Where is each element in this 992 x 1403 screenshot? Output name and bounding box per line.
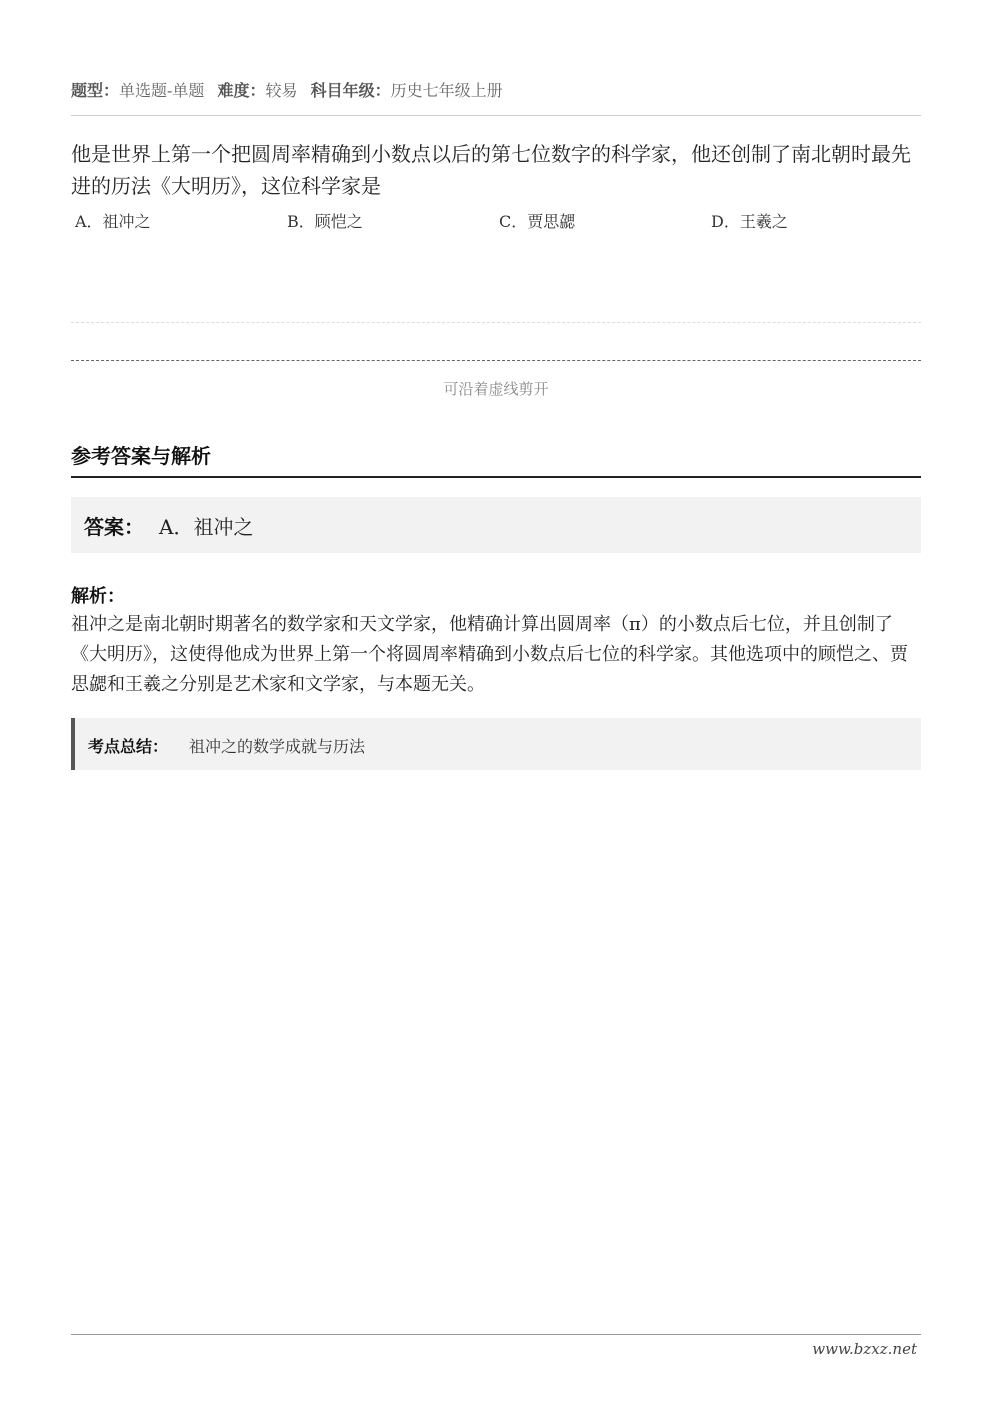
cut-line [71, 360, 921, 361]
answer-box [71, 497, 921, 553]
option-d: D．王羲之 [711, 212, 788, 231]
document-page [71, 0, 921, 1403]
solution-section-rule [71, 476, 921, 478]
answer-space-divider [71, 322, 921, 323]
subject-value: 历史七年级上册 [390, 81, 503, 100]
analysis-label: 解析： [71, 586, 125, 607]
question-meta [71, 78, 511, 101]
analysis-text: 祖冲之是南北朝时期著名的数学家和天文学家，他精确计算出圆周率（π）的小数点后七位，并且创制了《大明历》，这使得他成为世界上第一个将圆周率精确到小数点后七位的科学家。其他选项中的顾恺之、贾思勰和王羲之分别是艺术家和文学家，与本题无关。 [71, 614, 908, 695]
difficulty-value: 较易 [265, 81, 298, 100]
summary-value: 祖冲之的数学成就与历法 [189, 737, 366, 756]
summary-box [71, 718, 921, 770]
answer-label: 答案： [84, 515, 144, 539]
type-value: 单选题-单题 [119, 81, 205, 100]
cut-note: 可沿着虚线剪开 [443, 380, 549, 398]
footer-site: www.bzxz.net [812, 1340, 917, 1358]
difficulty-label: 难度： [217, 81, 266, 100]
option-b: B．顾恺之 [287, 212, 363, 231]
solution-section-title: 参考答案与解析 [71, 444, 211, 468]
question-text: 他是世界上第一个把圆周率精确到小数点以后的第七位数字的科学家，他还创制了南北朝时最先进的历法《大明历》，这位科学家是 [71, 142, 911, 198]
option-c: C．贾思勰 [499, 212, 576, 231]
footer-divider [71, 1334, 921, 1335]
answer-value: A．祖冲之 [159, 515, 254, 539]
option-a: A．祖冲之 [75, 212, 151, 231]
type-label: 题型： [71, 81, 120, 100]
subject-label: 科目年级： [310, 81, 391, 100]
summary-label: 考点总结： [88, 737, 169, 756]
header-divider [71, 115, 921, 116]
